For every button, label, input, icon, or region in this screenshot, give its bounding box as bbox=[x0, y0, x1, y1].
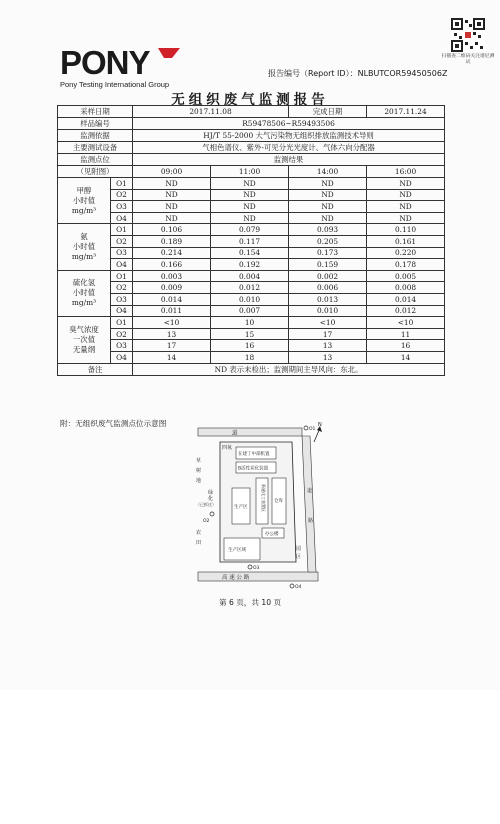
table-row bbox=[58, 178, 445, 190]
left-extra-1: 农 bbox=[196, 530, 202, 536]
result-value: 10 bbox=[211, 317, 289, 329]
parameter-name-line: 硫化氢 bbox=[72, 278, 96, 288]
svg-text:O2: O2 bbox=[203, 519, 210, 524]
monitoring-point: O2 bbox=[111, 235, 133, 247]
completion-date: 2017.11.24 bbox=[367, 106, 445, 118]
sample-no-label: 样品编号 bbox=[58, 118, 133, 130]
monitoring-point: O2 bbox=[111, 282, 133, 294]
result-value: <10 bbox=[133, 317, 211, 329]
table-row bbox=[58, 270, 445, 282]
equipment-label: 主要测试设备 bbox=[58, 142, 133, 154]
time-header: 16:00 bbox=[367, 166, 445, 178]
result-value: ND bbox=[133, 178, 211, 190]
parameter-name-line: mg/m³ bbox=[71, 205, 97, 215]
monitoring-point: O3 bbox=[111, 247, 133, 259]
pony-logo bbox=[60, 44, 180, 80]
result-value: ND bbox=[133, 201, 211, 213]
building-4-label: 仓库 bbox=[274, 499, 283, 504]
result-value: 0.002 bbox=[289, 270, 367, 282]
table-row bbox=[58, 293, 445, 305]
sample-no: R59478506~R59493506 bbox=[133, 118, 445, 130]
result-value: 17 bbox=[289, 328, 367, 340]
result-value: 17 bbox=[133, 340, 211, 352]
svg-text:O4: O4 bbox=[295, 585, 302, 590]
monitoring-point: O3 bbox=[111, 340, 133, 352]
table-row bbox=[58, 224, 445, 236]
result-value: 0.010 bbox=[211, 293, 289, 305]
result-value: 18 bbox=[211, 351, 289, 363]
results-table bbox=[57, 105, 445, 376]
parameter-name-line: mg/m³ bbox=[71, 252, 97, 262]
production-1-label: 生产区 bbox=[234, 505, 248, 510]
monitoring-points-map bbox=[192, 422, 328, 590]
parameter-name-line: 一次值 bbox=[72, 334, 96, 344]
result-value: 0.220 bbox=[367, 247, 445, 259]
production-2-label: 生产区域 bbox=[228, 548, 246, 553]
result-value: 0.159 bbox=[289, 259, 367, 271]
monitoring-point: O4 bbox=[111, 212, 133, 224]
table-row bbox=[58, 212, 445, 224]
parameter-name-line: 无量纲 bbox=[72, 344, 96, 354]
green-label-2: 化 bbox=[208, 496, 214, 502]
result-value: ND bbox=[211, 189, 289, 201]
report-id-line bbox=[268, 68, 447, 79]
result-value: 16 bbox=[211, 340, 289, 352]
completion-date-label: 完成日期 bbox=[289, 106, 367, 118]
table-row bbox=[58, 142, 445, 154]
road-top-label: 道 bbox=[232, 430, 238, 437]
parameter-name bbox=[58, 224, 111, 270]
result-value: 0.214 bbox=[133, 247, 211, 259]
result-value: ND bbox=[367, 178, 445, 190]
table-row bbox=[58, 201, 445, 213]
result-value: <10 bbox=[367, 317, 445, 329]
result-value: 0.007 bbox=[211, 305, 289, 317]
result-value: ND bbox=[289, 178, 367, 190]
table-row bbox=[58, 351, 445, 363]
result-value: 0.014 bbox=[367, 293, 445, 305]
parameter-name bbox=[58, 270, 111, 316]
parameter-name bbox=[58, 178, 111, 224]
zone-right-1: 园 bbox=[296, 546, 302, 552]
result-value: 11 bbox=[367, 328, 445, 340]
north-label: N bbox=[318, 422, 322, 428]
north-arrow-icon bbox=[314, 422, 322, 442]
monitoring-point: O4 bbox=[111, 351, 133, 363]
result-value: 0.008 bbox=[367, 282, 445, 294]
monitoring-point: O4 bbox=[111, 305, 133, 317]
table-row bbox=[58, 259, 445, 271]
road-top bbox=[198, 428, 302, 436]
result-value: 0.004 bbox=[211, 270, 289, 282]
parameter-name-line: 臭气浓度 bbox=[69, 324, 99, 334]
table-row bbox=[58, 166, 445, 178]
result-value: 0.161 bbox=[367, 235, 445, 247]
svg-text:O3: O3 bbox=[253, 566, 260, 571]
result-value: 15 bbox=[211, 328, 289, 340]
left-label-3: 地 bbox=[196, 478, 202, 484]
monitoring-point: O1 bbox=[111, 178, 133, 190]
monitoring-point: O3 bbox=[111, 201, 133, 213]
page-number: 第 6 页，共 10 页 bbox=[218, 598, 282, 607]
result-value: 0.178 bbox=[367, 259, 445, 271]
result-value: 13 bbox=[289, 340, 367, 352]
green-label-1: 绿 bbox=[208, 490, 214, 496]
report-id-label: 报告编号（Report ID）： bbox=[268, 69, 358, 78]
monitoring-point: O4 bbox=[111, 259, 133, 271]
logo-wordmark: PONY bbox=[60, 44, 150, 80]
result-value: 0.189 bbox=[133, 235, 211, 247]
result-value: 0.012 bbox=[367, 305, 445, 317]
parameter-name-line: 小时值 bbox=[72, 242, 96, 252]
result-value: 0.093 bbox=[289, 224, 367, 236]
logo-accent-icon bbox=[158, 48, 180, 58]
monitoring-point-marker bbox=[290, 584, 302, 590]
table-row bbox=[58, 106, 445, 118]
basis: HJ/T 55-2000 大气污染物无组织排放监测技术导则 bbox=[133, 130, 445, 142]
office-label: 办公楼 bbox=[265, 532, 279, 537]
result-value: ND bbox=[211, 201, 289, 213]
result-value: 13 bbox=[289, 351, 367, 363]
time-header: 09:00 bbox=[133, 166, 211, 178]
result-value: 0.010 bbox=[289, 305, 367, 317]
result-value: 0.173 bbox=[289, 247, 367, 259]
remark: ND 表示未检出；监测期间主导风向：东北。 bbox=[133, 363, 445, 375]
time-header: 14:00 bbox=[289, 166, 367, 178]
factory-label: 四氧 bbox=[222, 445, 233, 451]
result-value: 0.154 bbox=[211, 247, 289, 259]
result-value: 0.006 bbox=[289, 282, 367, 294]
result-value: 16 bbox=[367, 340, 445, 352]
qr-code-icon bbox=[451, 18, 485, 52]
table-row bbox=[58, 235, 445, 247]
table-row bbox=[58, 317, 445, 329]
result-value: 14 bbox=[133, 351, 211, 363]
table-row bbox=[58, 189, 445, 201]
company-name: Pony Testing International Group bbox=[60, 80, 170, 89]
point-header-note: （见附图） bbox=[58, 166, 133, 178]
zone-right-2: 区 bbox=[296, 554, 302, 560]
equipment: 气相色谱仪、紫外-可见分光光度计、气体六向分配器 bbox=[133, 142, 445, 154]
parameter-name-line: 小时值 bbox=[72, 195, 96, 205]
result-value: 13 bbox=[133, 328, 211, 340]
result-value: ND bbox=[211, 178, 289, 190]
result-value: 0.166 bbox=[133, 259, 211, 271]
table-row bbox=[58, 363, 445, 375]
result-value: <10 bbox=[289, 317, 367, 329]
monitoring-point-marker bbox=[248, 565, 260, 571]
sampling-date-label: 采样日期 bbox=[58, 106, 133, 118]
monitoring-point: O1 bbox=[111, 270, 133, 282]
result-value: 0.079 bbox=[211, 224, 289, 236]
result-value: 0.003 bbox=[133, 270, 211, 282]
result-value: 0.110 bbox=[367, 224, 445, 236]
result-value: 0.117 bbox=[211, 235, 289, 247]
result-value: ND bbox=[367, 201, 445, 213]
monitoring-point: O1 bbox=[111, 317, 133, 329]
attachment-caption: 附：无组织废气监测点位示意图 bbox=[60, 419, 167, 428]
building-2-label: B活性炭化装置 bbox=[238, 466, 269, 472]
monitoring-point: O2 bbox=[111, 328, 133, 340]
monitoring-point: O2 bbox=[111, 189, 133, 201]
road-bottom bbox=[198, 572, 318, 581]
time-header: 11:00 bbox=[211, 166, 289, 178]
svg-text:O1: O1 bbox=[309, 427, 316, 432]
left-extra-2: 田 bbox=[196, 540, 202, 546]
table-row bbox=[58, 282, 445, 294]
result-value: ND bbox=[133, 189, 211, 201]
remark-label: 备注 bbox=[58, 363, 133, 375]
results-header: 监测结果 bbox=[133, 154, 445, 166]
result-value: ND bbox=[289, 201, 367, 213]
result-value: 0.011 bbox=[133, 305, 211, 317]
monitoring-point: O3 bbox=[111, 293, 133, 305]
parameter-name-line: mg/m³ bbox=[71, 298, 97, 308]
right-road-1: 道 bbox=[307, 488, 313, 494]
result-value: 0.005 bbox=[367, 270, 445, 282]
right-road-2: 路 bbox=[308, 518, 314, 524]
left-label-1: 草 bbox=[196, 458, 202, 464]
table-row bbox=[58, 130, 445, 142]
building-3-label: 新建化工装置区 bbox=[261, 484, 266, 512]
table-row bbox=[58, 247, 445, 259]
result-value: 0.106 bbox=[133, 224, 211, 236]
table-row bbox=[58, 154, 445, 166]
result-value: 0.205 bbox=[289, 235, 367, 247]
left-label-2: 树 bbox=[196, 468, 202, 474]
monitoring-point: O1 bbox=[111, 224, 133, 236]
qr-caption: 扫描查二维码关注谱尼测试 bbox=[441, 54, 495, 65]
monitoring-point-marker bbox=[203, 512, 214, 524]
table-row bbox=[58, 305, 445, 317]
result-value: ND bbox=[289, 189, 367, 201]
result-value: 14 bbox=[367, 351, 445, 363]
result-value: ND bbox=[133, 212, 211, 224]
sampling-date: 2017.11.08 bbox=[133, 106, 289, 118]
building-1-label: 在建丁中部机置 bbox=[238, 452, 270, 457]
parameter-name bbox=[58, 317, 111, 363]
result-value: 0.009 bbox=[133, 282, 211, 294]
table-row bbox=[58, 118, 445, 130]
table-row bbox=[58, 328, 445, 340]
road-right bbox=[302, 436, 316, 572]
result-value: ND bbox=[211, 212, 289, 224]
report-id-value: NLBUTCOR59450506Z bbox=[357, 69, 448, 78]
result-value: 0.012 bbox=[211, 282, 289, 294]
result-value: ND bbox=[289, 212, 367, 224]
parameter-name-line: 小时值 bbox=[72, 288, 96, 298]
result-value: 0.013 bbox=[289, 293, 367, 305]
result-value: ND bbox=[367, 189, 445, 201]
point-header: 监测点位 bbox=[58, 154, 133, 166]
basis-label: 监测依据 bbox=[58, 130, 133, 142]
table-row bbox=[58, 340, 445, 352]
result-value: 0.014 bbox=[133, 293, 211, 305]
parameter-name-line: 甲醇 bbox=[76, 185, 92, 195]
road-bottom-label: 高 速 公 路 bbox=[222, 575, 250, 581]
parameter-name-line: 氨 bbox=[80, 232, 88, 242]
result-value: 0.192 bbox=[211, 259, 289, 271]
report-title: 无组织废气监测报告 bbox=[171, 92, 329, 108]
result-value: ND bbox=[367, 212, 445, 224]
green-left: （已拆迁） bbox=[196, 502, 216, 507]
monitoring-point-marker bbox=[304, 426, 316, 432]
